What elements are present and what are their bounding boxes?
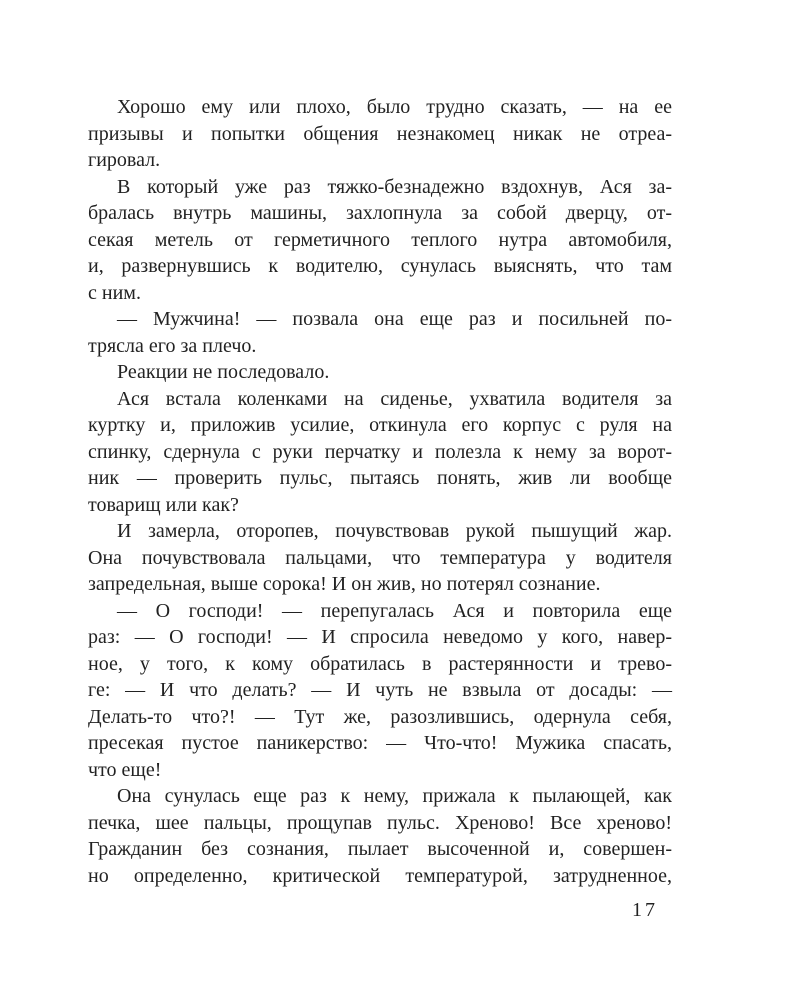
text-line: куртку и, приложив усилие, откинула его корпус с руля на: [88, 414, 672, 436]
text-line: трясла его за плечо.: [88, 334, 257, 357]
text-line: печка, шее пальцы, прощупав пульс. Хреново! Все хреново!: [88, 811, 672, 834]
paragraph: [88, 386, 672, 519]
text-line: и, развернувшись к водителю, сунулась выяснять, что там: [88, 255, 672, 277]
text-line: спинку, сдернула с руки перчатку и полезла к нему за ворот-: [88, 440, 672, 463]
paragraph: [88, 94, 672, 174]
text-line: Гражданин без сознания, пылает высоченной и, совершен-: [88, 838, 672, 860]
text-line: Реакции не последовало.: [117, 361, 330, 383]
body-text: [88, 94, 672, 889]
text-line: запредельная, выше сорока! И он жив, но потерял сознание.: [88, 573, 601, 595]
text-line: Она почувствовала пальцами, что температура у водителя: [88, 546, 672, 569]
text-line: раз: — О господи! — И спросила неведомо у кого, навер-: [88, 626, 672, 648]
paragraph: [88, 518, 672, 598]
text-line: призывы и попытки общения незнакомец никак не отреа-: [88, 122, 672, 145]
text-line: Хорошо ему или плохо, было трудно сказать, — на ее: [117, 96, 672, 118]
text-line: ник — проверить пульс, пытаясь понять, жив ли вообще: [88, 467, 672, 489]
text-line: гировал.: [88, 149, 161, 171]
text-line: — О господи! — перепугалась Ася и повторила еще: [117, 599, 672, 622]
text-line: Делать-то что?! — Тут же, разозлившись, одернула себя,: [88, 705, 672, 728]
text-line: ге: — И что делать? — И чуть не взвыла от досады: —: [88, 679, 672, 701]
text-line: И замерла, оторопев, почувствовав рукой пышущий жар.: [117, 520, 672, 542]
text-line: но определенно, критической температурой, затрудненное,: [88, 864, 672, 887]
text-line: с ним.: [88, 281, 141, 304]
paragraph: [88, 359, 672, 386]
paragraph: [88, 174, 672, 307]
text-line: ное, у того, к кому обратилась в растерянности и трево-: [88, 652, 672, 675]
text-line: бралась внутрь машины, захлопнула за собой дверцу, от-: [88, 202, 672, 224]
paragraph: [88, 306, 672, 359]
text-line: Она сунулась еще раз к нему, прижала к пылающей, как: [117, 785, 672, 807]
text-line: — Мужчина! — позвала она еще раз и посильней по-: [117, 308, 672, 330]
paragraph: [88, 598, 672, 784]
paragraph: [88, 783, 672, 889]
text-line: товарищ или как?: [88, 493, 239, 516]
text-line: что еще!: [88, 758, 162, 781]
text-line: секая метель от герметичного теплого нутра автомобиля,: [88, 228, 672, 251]
text-line: пресекая пустое паникерство: — Что-что! Мужика спасать,: [88, 732, 672, 754]
page-number: 17: [632, 899, 658, 921]
text-line: Ася встала коленками на сиденье, ухватила водителя за: [117, 387, 672, 410]
text-line: В который уже раз тяжко-безнадежно вздохнув, Ася за-: [117, 175, 672, 198]
